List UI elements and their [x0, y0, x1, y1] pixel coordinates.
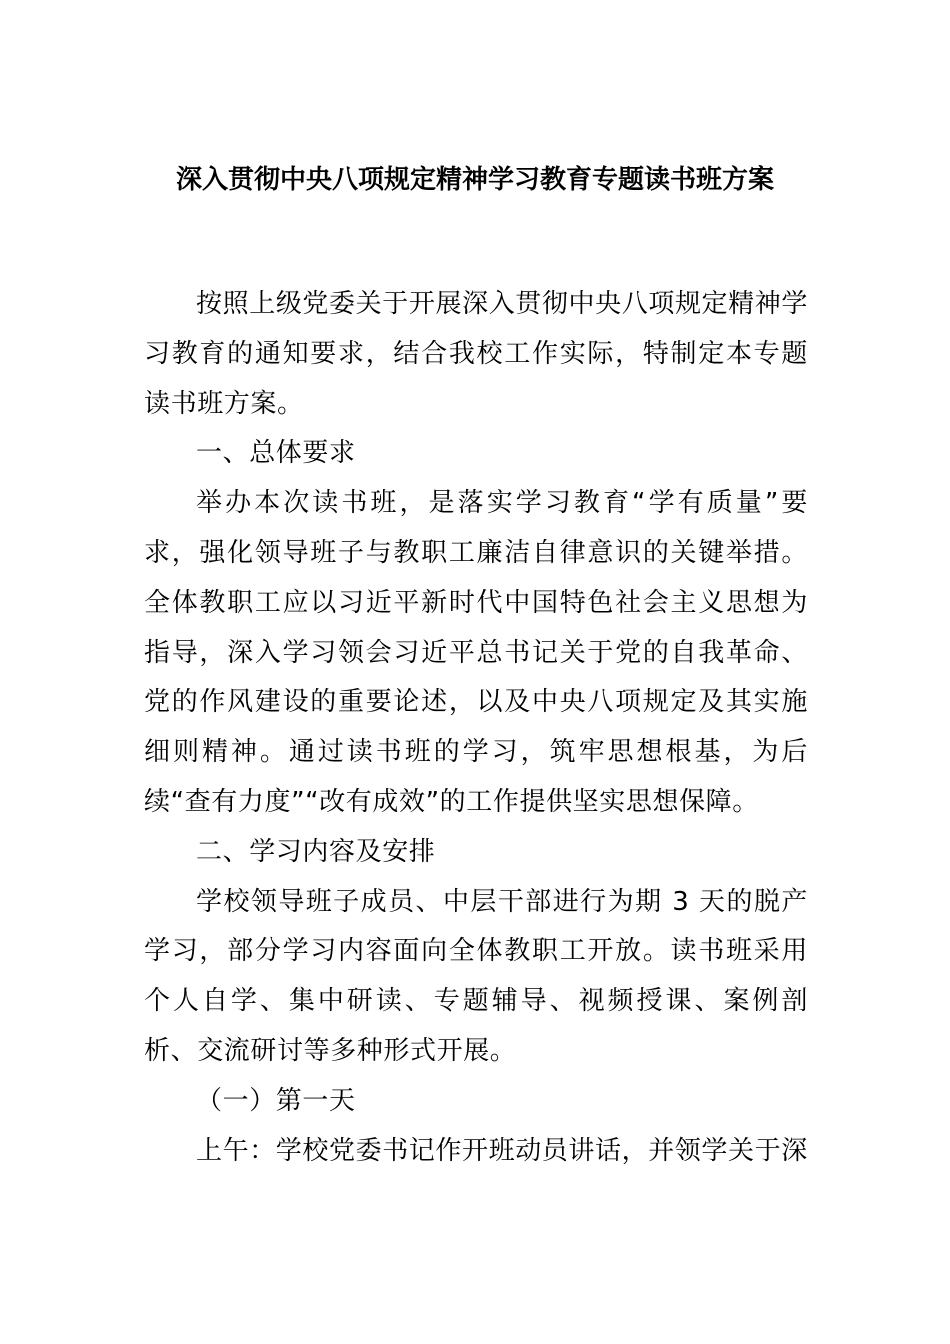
paragraph-content-arrangement: 学校领导班子成员、中层干部进行为期 3 天的脱产学习，部分学习内容面向全体教职工开放。读书班采用个人自学、集中研读、专题辅导、视频授课、案例剖析、交流研讨等多种形式开展。	[144, 886, 808, 1066]
subsection-heading-day-one: （一）第一天	[196, 1085, 356, 1116]
document-title: 深入贯彻中央八项规定精神学习教育专题读书班方案	[175, 165, 774, 195]
section-heading-general-requirements: 一、总体要求	[196, 438, 356, 469]
paragraph-intro: 按照上级党委关于开展深入贯彻中央八项规定精神学习教育的通知要求，结合我校工作实际，特制定本专题读书班方案。	[144, 289, 808, 419]
paragraph-day-one-morning: 上午：学校党委书记作开班动员讲话，并领学关于深	[196, 1135, 808, 1166]
section-heading-content-arrangement: 二、学习内容及安排	[196, 836, 436, 867]
paragraph-general-requirements: 举办本次读书班，是落实学习教育“学有质量”要求，强化领导班子与教职工廉洁自律意识的关键举措。全体教职工应以习近平新时代中国特色社会主义思想为指导，深入学习领会习近平总书记关于党的自我革命、党的作风建设的重要论述，以及中央八项规定及其实施细则精神。通过读书班的学习，筑牢思想根基，为后续“查有力度”“改有成效”的工作提供坚实思想保障。	[144, 488, 808, 817]
document-body	[144, 280, 808, 1176]
